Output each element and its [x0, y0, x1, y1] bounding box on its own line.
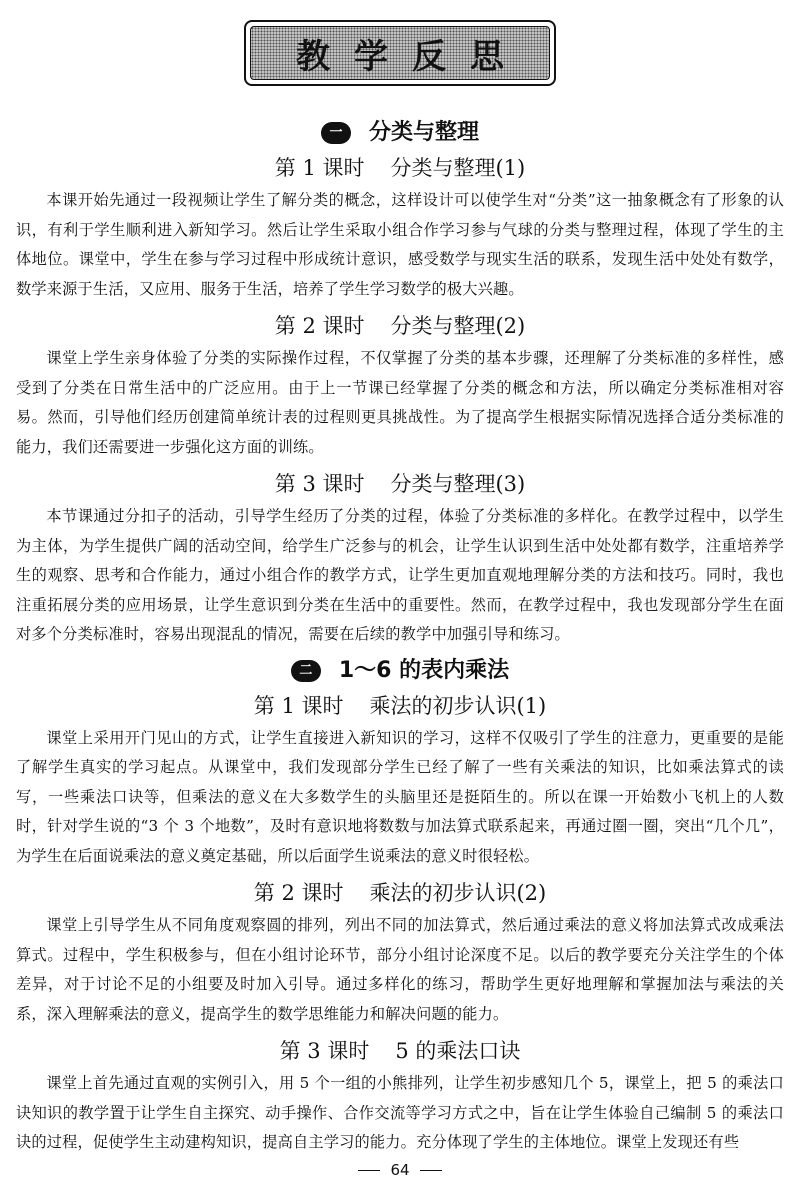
lesson-title: 分类与整理(3): [390, 472, 526, 496]
lesson-number: 第 1 课时: [253, 693, 344, 718]
unit-number-badge: 二: [291, 660, 321, 682]
lesson-number: 第 2 课时: [253, 881, 344, 905]
section-title: 教学反思: [296, 36, 528, 77]
lesson-title: 乘法的初步认识(2): [369, 881, 547, 905]
lesson-heading-2-1: [16, 688, 784, 724]
unit-title: 1～6 的表内乘法: [338, 657, 510, 683]
unit-heading-2: [16, 654, 784, 688]
unit-heading-1: [16, 116, 784, 150]
lesson-title: 乘法的初步认识(1): [369, 693, 547, 718]
unit-title: 分类与整理: [368, 120, 479, 145]
lesson-title: 5 的乘法口诀: [395, 1039, 521, 1063]
page-number: 64: [390, 1161, 410, 1179]
lesson-heading-2-2: [16, 875, 784, 911]
lesson-reflection-text: 课堂上采用开门见山的方式，让学生直接进入新知识的学习，这样不仅吸引了学生的注意力，更重要的是能了解学生真实的学习起点。从课堂中，我们发现部分学生已经了解了一些有关乘法的知识，比如乘法算式的读写，一些乘法口诀等，但乘法的意义在大多数学生的头脑里还是挺陌生的。所以在课一开始数小飞机上的人数时，针对学生说的“3 个 3 个地数”，及时有意识地将数数与加法算式联系起来，再通过圈一圈，突出“几个几”，为学生在后面说乘法的意义奠定基础，所以后面学生说乘法的意义时很轻松。: [16, 728, 784, 865]
footer-dash-right: [420, 1170, 442, 1171]
lesson-heading-1-3: [16, 466, 784, 502]
unit-number-badge: 一: [321, 122, 351, 144]
footer-dash-left: [358, 1170, 380, 1171]
page-footer: [0, 1160, 800, 1180]
lesson-heading-2-3: [16, 1033, 784, 1069]
section-banner-inner: [250, 26, 550, 80]
lesson-reflection-text: 课堂上首先通过直观的实例引入，用 5 个一组的小熊排列，让学生初步感知几个 5，课堂上，把 5 的乘法口诀知识的教学置于让学生自主探究、动手操作、合作交流等学习方式之中，旨在让学生体验自己编制 5 的乘法口诀的过程，促使学生主动建构知识，提高自主学习的能力。充分体现了学生的主体地位。课堂上发现还有些: [16, 1074, 784, 1151]
lesson-number: 第 1 课时: [274, 156, 365, 180]
page-content: [16, 116, 784, 1162]
lesson-number: 第 3 课时: [274, 472, 365, 496]
lesson-number: 第 3 课时: [279, 1039, 370, 1063]
lesson-reflection-text: 本课开始先通过一段视频让学生了解分类的概念，这样设计可以使学生对“分类”这一抽象概念有了形象的认识，有利于学生顺利进入新知学习。然后让学生采取小组合作学习参与气球的分类与整理过程，体现了学生的主体地位。课堂中，学生在参与学习过程中形成统计意识，感受数学与现实生活的联系，发现生活中处处有数学，数学来源于生活，又应用、服务于生活，培养了学生学习数学的极大兴趣。: [16, 191, 784, 298]
lesson-reflection-text: 本节课通过分扣子的活动，引导学生经历了分类的过程，体验了分类标准的多样化。在教学过程中，以学生为主体，为学生提供广阔的活动空间，给学生广泛参与的机会，让学生认识到生活中处处都有数学，注重培养学生的观察、思考和合作能力，通过小组合作的教学方式，让学生更加直观地理解分类的方法和技巧。同时，我也注重拓展分类的应用场景，让学生意识到分类在生活中的重要性。然而，在教学过程中，我也发现部分学生在面对多个分类标准时，容易出现混乱的情况，需要在后续的教学中加强引导和练习。: [16, 507, 784, 643]
lesson-title: 分类与整理(2): [390, 314, 526, 338]
lesson-reflection-text: 课堂上学生亲身体验了分类的实际操作过程，不仅掌握了分类的基本步骤，还理解了分类标准的多样性，感受到了分类在日常生活中的广泛应用。由于上一节课已经掌握了分类的概念和方法，所以确定分类标准相对容易。然而，引导他们经历创建简单统计表的过程则更具挑战性。为了提高学生根据实际情况选择合适分类标准的能力，我们还需要进一步强化这方面的训练。: [16, 349, 784, 456]
lesson-heading-1-2: [16, 308, 784, 344]
section-banner: [244, 20, 556, 86]
lesson-number: 第 2 课时: [274, 314, 365, 338]
lesson-heading-1-1: [16, 150, 784, 186]
lesson-reflection-text: 课堂上引导学生从不同角度观察圆的排列，列出不同的加法算式，然后通过乘法的意义将加法算式改成乘法算式。过程中，学生积极参与，但在小组讨论环节，部分小组讨论深度不足。以后的教学要充分关注学生的个体差异，对于讨论不足的小组要及时加入引导。通过多样化的练习，帮助学生更好地理解和掌握加法与乘法的关系，深入理解乘法的意义，提高学生的数学思维能力和解决问题的能力。: [16, 916, 784, 1023]
lesson-title: 分类与整理(1): [390, 156, 526, 180]
